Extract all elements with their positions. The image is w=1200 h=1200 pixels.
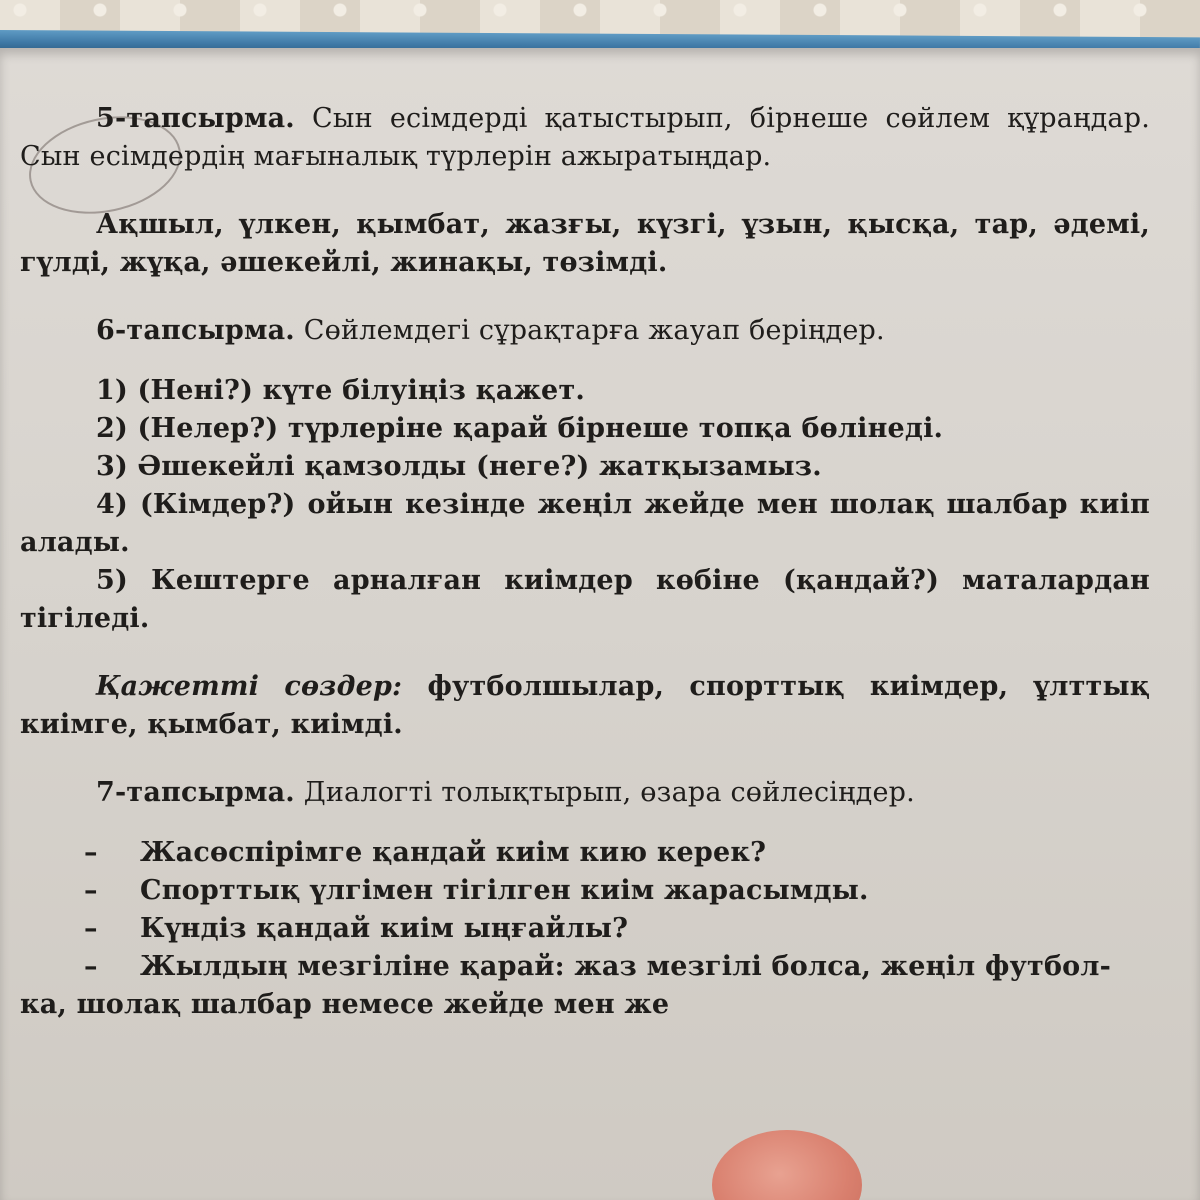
- task6-item-3: 3) Әшекейлі қамзолды (неге?) жатқызамыз.: [96, 451, 822, 482]
- dialogue-dash: –: [84, 875, 98, 906]
- dialogue-line-3: [20, 910, 1150, 948]
- dialogue-line-1: [20, 834, 1150, 872]
- needed-words-paragraph: [20, 668, 1150, 744]
- task7-instruction: Диалогті толықтырып, өзара сөйлесіңдер.: [294, 777, 915, 808]
- dialogue-dash: –: [84, 913, 98, 944]
- task6-paragraph: [20, 312, 1150, 350]
- task7-label: 7-тапсырма.: [96, 777, 295, 808]
- task6-item-4: 4) (Кімдер?) ойын кезінде жеңіл жейде мен шолақ шалбар киіп алады.: [20, 489, 1150, 558]
- task7-paragraph: [20, 774, 1150, 812]
- page-content: [20, 100, 1150, 1024]
- dialogue-cut-line: ка, шолақ шалбар немесе жейде мен же: [20, 989, 670, 1020]
- task5-instruction: Сын есімдерді қатыстырып, бірнеше сөйлем құраңдар. Сын есімдердің мағыналық түрлерін ажыратыңдар.: [20, 103, 1150, 172]
- task5-paragraph: [20, 100, 1150, 176]
- dialogue-line-4: [20, 948, 1150, 986]
- task5-label: 5-тапсырма.: [96, 103, 295, 134]
- dialogue-line-2: [20, 872, 1150, 910]
- dialogue-dash: –: [84, 837, 98, 868]
- dialogue-dash: –: [84, 951, 98, 982]
- task6-item-2: 2) (Нелер?) түрлеріне қарай бірнеше топқа бөлінеді.: [96, 413, 944, 444]
- dialogue-text: Күндіз қандай киім ыңғайлы?: [140, 913, 629, 944]
- dialogue-text: Жасөспірімге қандай киім кию керек?: [140, 837, 767, 868]
- task6-item-5: 5) Кештерге арналған киімдер көбіне (қандай?) маталардан тігіледі.: [20, 565, 1150, 634]
- needed-words-list: футболшылар, спорттық киімдер, ұлттық киімге, қымбат, киімді.: [20, 671, 1151, 740]
- task5-word-list: Ақшыл, үлкен, қымбат, жазғы, күзгі, ұзын, қысқа, тар, әдемі, гүлді, жұқа, әшекейлі, жинақы, төзімді.: [20, 209, 1150, 278]
- needed-words-label: Қажетті сөздер:: [96, 671, 403, 702]
- task6-label: 6-тапсырма.: [96, 315, 295, 346]
- task6-instruction: Сөйлемдегі сұрақтарға жауап беріңдер.: [294, 315, 885, 346]
- dialogue-text: Спорттық үлгімен тігілген киім жарасымды.: [140, 875, 869, 906]
- task6-item-1: 1) (Нені?) күте білуіңіз қажет.: [96, 375, 585, 406]
- dialogue-text: Жылдың мезгіліне қарай: жаз мезгілі болса, жеңіл футбол-: [140, 951, 1112, 982]
